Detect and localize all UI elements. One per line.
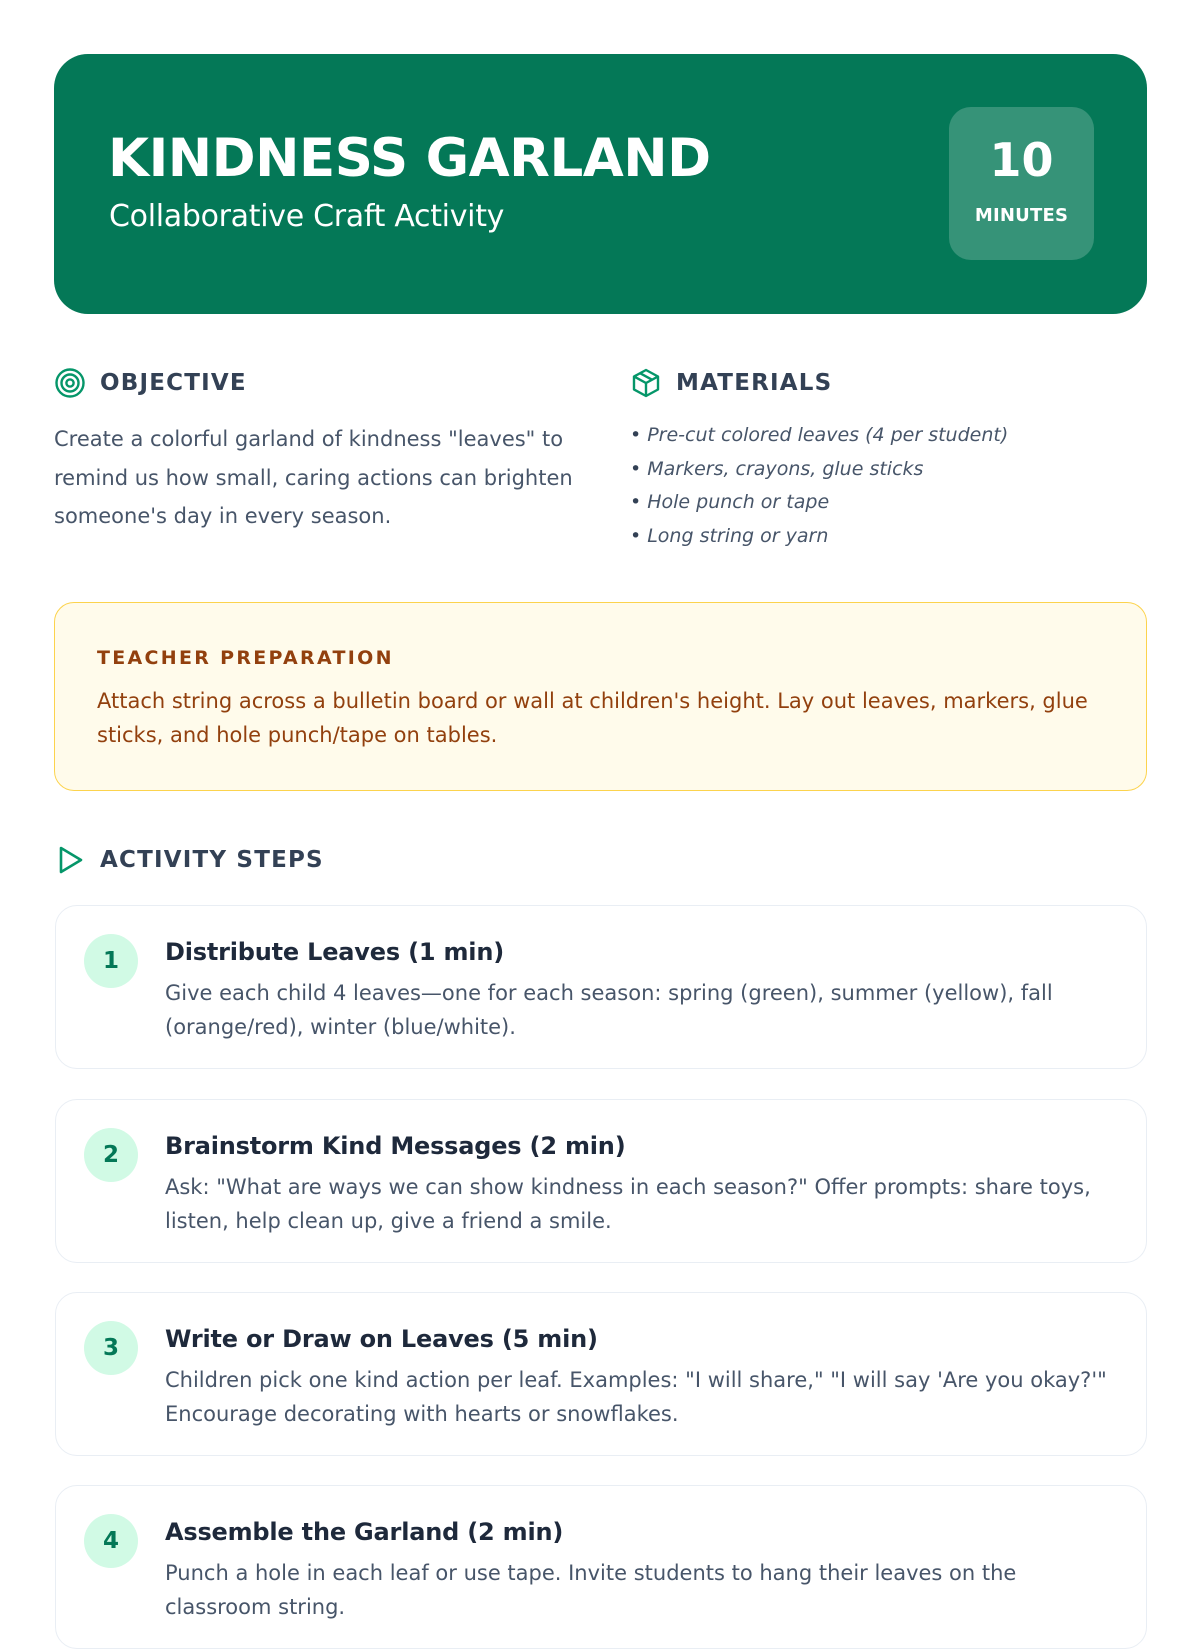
- steps-heading: [54, 843, 324, 877]
- materials-list: [630, 419, 1150, 553]
- step-card-2: [55, 1099, 1147, 1263]
- step-card-3: [55, 1292, 1147, 1456]
- objective-label: OBJECTIVE: [100, 370, 247, 396]
- box-icon: [630, 367, 662, 399]
- header-banner: [54, 54, 1147, 314]
- duration-value: 10: [989, 133, 1054, 187]
- list-item: • Pre-cut colored leaves (4 per student): [630, 419, 1150, 453]
- step-title: Distribute Leaves (1 min): [165, 938, 504, 966]
- step-number: 2: [84, 1128, 138, 1182]
- prep-text: Attach string across a bulletin board or wall at children's height. Lay out leaves, markers, glue sticks, and hole punch/tape on tables.: [97, 689, 1088, 747]
- list-item: • Long string or yarn: [630, 520, 1150, 554]
- step-title: Write or Draw on Leaves (5 min): [165, 1325, 598, 1353]
- step-description: Give each child 4 leaves—one for each season: spring (green), summer (yellow), fall (orange/red), winter (blue/white).: [165, 981, 1053, 1039]
- step-number: 3: [84, 1321, 138, 1375]
- teacher-prep-callout: [54, 602, 1147, 791]
- duration-badge: [949, 107, 1094, 260]
- page-title: KINDNESS GARLAND: [108, 128, 711, 189]
- step-description: Children pick one kind action per leaf. Examples: "I will share," "I will say 'Are you okay?'" Encourage decorating with hearts or snowflakes.: [165, 1368, 1107, 1426]
- step-card-4: [55, 1485, 1147, 1649]
- step-number: 4: [84, 1514, 138, 1568]
- list-item: • Markers, crayons, glue sticks: [630, 453, 1150, 487]
- step-card-1: [55, 905, 1147, 1069]
- objective-heading: [54, 366, 247, 400]
- step-title: Assemble the Garland (2 min): [165, 1518, 564, 1546]
- step-number: 1: [84, 934, 138, 988]
- duration-unit: MINUTES: [974, 205, 1069, 226]
- play-icon: [54, 844, 86, 876]
- step-title: Brainstorm Kind Messages (2 min): [165, 1132, 626, 1160]
- page-subtitle: Collaborative Craft Activity: [109, 199, 505, 234]
- step-description: Punch a hole in each leaf or use tape. Invite students to hang their leaves on the classroom string.: [165, 1561, 1017, 1619]
- list-item: • Hole punch or tape: [630, 486, 1150, 520]
- materials-heading: [630, 366, 832, 400]
- step-description: Ask: "What are ways we can show kindness in each season?" Offer prompts: share toys, listen, help clean up, give a friend a smile.: [165, 1175, 1091, 1233]
- prep-title: TEACHER PREPARATION: [97, 647, 394, 669]
- target-icon: [54, 367, 86, 399]
- steps-label: ACTIVITY STEPS: [100, 847, 324, 873]
- materials-label: MATERIALS: [676, 370, 833, 396]
- objective-text: Create a colorful garland of kindness "leaves" to remind us how small, caring actions can brighten someone's day in every season.: [54, 427, 573, 528]
